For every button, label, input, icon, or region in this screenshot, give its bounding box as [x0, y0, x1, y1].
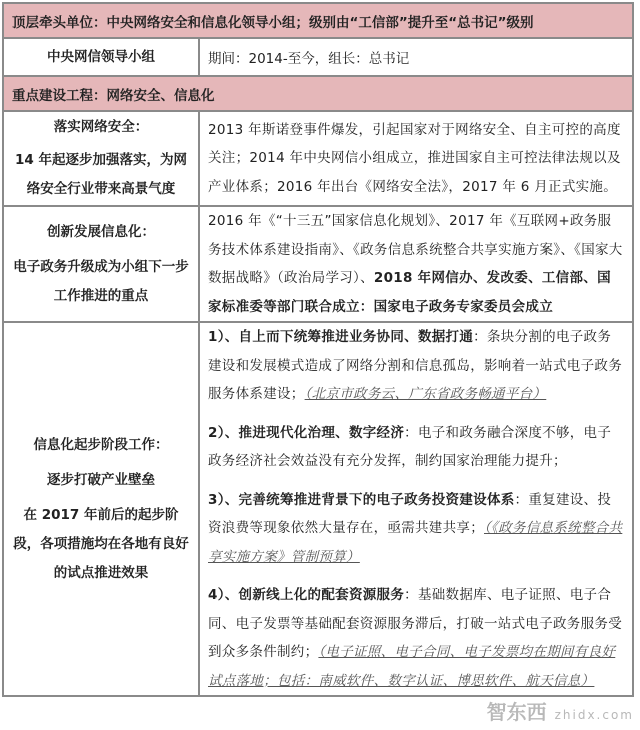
content-bold-text: 2018 年网信办、发改委、工信部、国家标准委等部门联合成立：国家电子政务专家委员会成立	[208, 270, 611, 315]
item-title: 2）、推进现代化治理、数字经济	[208, 424, 405, 441]
group-name: 中央网信领导小组	[3, 38, 199, 76]
row-label-title: 信息化起步阶段工作：	[33, 436, 169, 453]
list-item	[208, 486, 624, 572]
item-text: ：电子和政务融合深度不够，电子政务经济社会效益没有充分发挥，制约国家治理能力提升；	[208, 424, 612, 469]
top-header: 顶层牵头单位：中央网络安全和信息化领导小组；级别由“工信部”提升至“总书记”级别	[3, 3, 633, 38]
list-item	[208, 323, 624, 409]
row-label-subtitle: 逐步打破产业壁垒	[47, 471, 155, 488]
item-text: ：重复建设、投资浪费等现象依然大量存在，亟需共建共享；	[208, 491, 612, 536]
row-network-security-label	[3, 111, 199, 206]
item-text: ：条块分割的电子政务建设和发展模式造成了网络分割和信息孤岛，影响着一站式电子政务服务体系建设；	[208, 329, 622, 402]
row-informatization-label	[3, 206, 199, 322]
item-note: （电子证照、电子合同、电子发票均在期间有良好试点落地；包括：南威软件、数字认证、博思软件、航天信息）	[208, 644, 616, 689]
item-note: （《政务信息系统整合共享实施方案》管制预算）	[208, 520, 623, 565]
item-title: 4）、创新线上化的配套资源服务	[208, 587, 405, 603]
watermark-name: 智东西	[486, 700, 547, 724]
row-label-title: 创新发展信息化：	[47, 223, 155, 240]
row-label-title: 落实网络安全：	[53, 119, 149, 135]
row-label-desc: 在 2017 年前后的起步阶段，各项措施均在各地有良好的试点推进效果	[13, 506, 189, 581]
item-text: ：基础数据库、电子证照、电子合同、电子发票等基础配套资源服务滞后，打破一站式电子政务服务受到众多条件制约；	[208, 587, 622, 660]
section-header: 重点建设工程：网络安全、信息化	[3, 76, 633, 111]
item-note: （北京市政务云、广东省政务畅通平台）	[304, 386, 547, 402]
row-informatization-content	[199, 206, 633, 322]
row-network-security-content: 2013 年斯诺登事件爆发，引起国家对于网络安全、自主可控的高度关注；2014 年中央网信小组成立，推进国家自主可控法律法规以及产业体系；2016 年出台《网络安全法》，2017 年 6 月正式实施。	[199, 111, 633, 206]
list-item	[208, 581, 624, 695]
item-title: 3）、完善统筹推进背景下的电子政务投资建设体系	[208, 491, 515, 508]
watermark-logo	[2, 701, 634, 726]
row-label-desc: 14 年起逐步加强落实，为网络安全行业带来高景气度	[15, 152, 187, 197]
row-startup-stage-label	[3, 322, 199, 696]
list-item	[208, 419, 624, 476]
row-label-desc: 电子政务升级成为小组下一步工作推进的重点	[13, 258, 189, 304]
item-title: 1）、自上而下统筹推进业务协同、数据打通	[208, 329, 474, 345]
policy-table	[2, 2, 634, 697]
watermark-url: zhidx.com	[554, 708, 634, 722]
group-detail: 期间：2014-至今，组长：总书记	[199, 38, 633, 76]
content-text: 2016 年《“十三五”国家信息化规划》、2017 年《互联网+政务服务技术体系建设指南》、《政务信息系统整合共享实施方案》、《国家大数据战略》（政治局学习）、	[208, 213, 623, 286]
row-startup-stage-content	[199, 322, 633, 696]
